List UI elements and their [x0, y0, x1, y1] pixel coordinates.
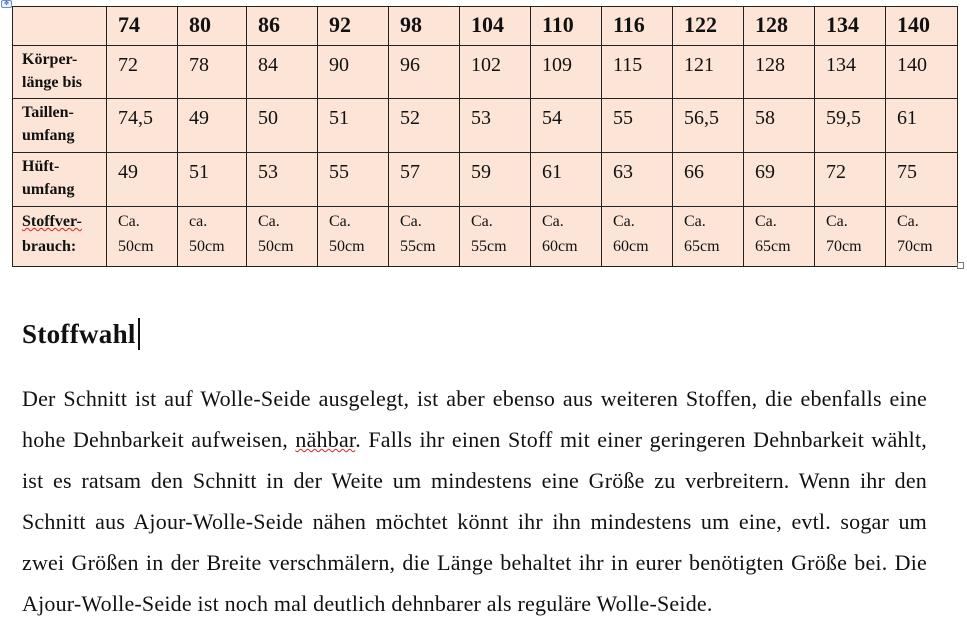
value-line: 50cm — [189, 238, 225, 255]
value-cell[interactable]: 72 — [107, 46, 178, 99]
value-cell[interactable]: 84 — [247, 46, 318, 99]
row-label-line: Taillen- — [22, 104, 74, 121]
table-row — [13, 153, 958, 207]
value-cell[interactable]: 50 — [247, 99, 318, 153]
value-cell[interactable]: 121 — [673, 46, 744, 99]
size-table — [12, 6, 958, 267]
value-cell[interactable]: 49 — [107, 153, 178, 207]
value-cell[interactable]: 134 — [815, 46, 886, 99]
value-line: Ca. — [471, 213, 493, 230]
row-label-line: brauch: — [22, 238, 77, 255]
row-label-line: Körper- — [22, 51, 78, 68]
table-header-row — [13, 7, 958, 46]
row-label-cell[interactable] — [13, 207, 107, 267]
value-cell[interactable]: 109 — [531, 46, 602, 99]
row-label-cell[interactable] — [13, 46, 107, 99]
value-cell[interactable] — [815, 207, 886, 267]
size-header-cell[interactable]: 128 — [744, 7, 815, 46]
value-cell[interactable]: 69 — [744, 153, 815, 207]
size-header-cell[interactable]: 122 — [673, 7, 744, 46]
value-cell[interactable]: 96 — [389, 46, 460, 99]
value-cell[interactable]: 55 — [602, 99, 673, 153]
value-line: Ca. — [258, 213, 280, 230]
size-header-cell[interactable]: 98 — [389, 7, 460, 46]
paragraph-line: ist es ratsam den Schnitt in der Weite um mindestens eine Größe zu verbreitern. Wenn ihr den — [22, 468, 927, 493]
value-line: 55cm — [400, 238, 436, 255]
value-cell[interactable]: 51 — [178, 153, 247, 207]
value-cell[interactable]: 53 — [460, 99, 531, 153]
value-cell[interactable]: 66 — [673, 153, 744, 207]
value-line: Ca. — [684, 213, 706, 230]
value-cell[interactable] — [531, 207, 602, 267]
row-label-cell[interactable] — [13, 153, 107, 207]
value-line: 60cm — [542, 238, 578, 255]
paragraph-line: Ajour-Wolle-Seide ist noch mal deutlich dehnbarer als reguläre Wolle-Seide. — [22, 591, 713, 616]
value-cell[interactable]: 56,5 — [673, 99, 744, 153]
value-cell[interactable] — [460, 207, 531, 267]
paragraph-line — [22, 419, 927, 460]
value-cell[interactable]: 72 — [815, 153, 886, 207]
value-cell[interactable] — [107, 207, 178, 267]
value-line: ca. — [189, 213, 208, 230]
value-cell[interactable] — [673, 207, 744, 267]
size-header-cell[interactable]: 74 — [107, 7, 178, 46]
value-cell[interactable]: 59,5 — [815, 99, 886, 153]
value-cell[interactable]: 52 — [389, 99, 460, 153]
row-label-line: umfang — [22, 181, 75, 198]
section-heading[interactable] — [22, 318, 140, 350]
text-cursor — [138, 318, 140, 350]
value-line: Ca. — [400, 213, 422, 230]
paragraph-segment: hohe Dehnbarkeit aufweisen, — [22, 427, 296, 452]
value-cell[interactable]: 63 — [602, 153, 673, 207]
size-header-cell[interactable]: 110 — [531, 7, 602, 46]
value-cell[interactable]: 78 — [178, 46, 247, 99]
value-cell[interactable]: 75 — [886, 153, 958, 207]
table-row — [13, 207, 958, 267]
value-cell[interactable]: 54 — [531, 99, 602, 153]
value-line: Ca. — [613, 213, 635, 230]
row-label-cell[interactable] — [13, 99, 107, 153]
value-line: Ca. — [542, 213, 564, 230]
value-line: 55cm — [471, 238, 507, 255]
size-header-cell[interactable]: 140 — [886, 7, 958, 46]
value-line: Ca. — [118, 213, 140, 230]
value-cell[interactable]: 61 — [886, 99, 958, 153]
size-header-cell[interactable]: 86 — [247, 7, 318, 46]
value-line: 70cm — [897, 238, 933, 255]
paragraph-line: Schnitt aus Ajour-Wolle-Seide nähen möchtet könnt ihr ihn mindestens um eine, evtl. sogar um — [22, 509, 927, 534]
paragraph-line: Der Schnitt ist auf Wolle-Seide ausgelegt, ist aber ebenso aus weiteren Stoffen, die ebenfalls eine — [22, 386, 927, 411]
spellcheck-word[interactable]: nähbar — [295, 427, 356, 452]
value-line: 60cm — [613, 238, 649, 255]
value-cell[interactable] — [178, 207, 247, 267]
value-line: 70cm — [826, 238, 862, 255]
value-line: 50cm — [118, 238, 154, 255]
table-row — [13, 99, 958, 153]
value-line: 50cm — [258, 238, 294, 255]
value-cell[interactable]: 140 — [886, 46, 958, 99]
value-cell[interactable] — [886, 207, 958, 267]
row-label-line: umfang — [22, 127, 75, 144]
value-cell[interactable] — [247, 207, 318, 267]
table-move-handle-icon[interactable]: ✥ — [1, 0, 12, 8]
row-label-line: Stoffver- — [22, 213, 82, 230]
value-line: Ca. — [826, 213, 848, 230]
size-header-cell[interactable]: 80 — [178, 7, 247, 46]
value-line: Ca. — [755, 213, 777, 230]
value-cell[interactable]: 49 — [178, 99, 247, 153]
heading-text: Stoffwahl — [22, 318, 136, 349]
table-resize-handle[interactable] — [957, 262, 964, 269]
value-cell[interactable]: 53 — [247, 153, 318, 207]
size-header-cell[interactable]: 104 — [460, 7, 531, 46]
value-cell[interactable] — [744, 207, 815, 267]
size-header-cell[interactable]: 116 — [602, 7, 673, 46]
value-cell[interactable]: 61 — [531, 153, 602, 207]
row-label-line: Hüft- — [22, 158, 60, 175]
value-line: 65cm — [755, 238, 791, 255]
value-cell[interactable]: 55 — [318, 153, 389, 207]
paragraph-segment: . Falls ihr einen Stoff mit einer geringeren Dehnbarkeit wählt, — [355, 427, 928, 452]
value-cell[interactable]: 51 — [318, 99, 389, 153]
value-cell[interactable]: 102 — [460, 46, 531, 99]
value-cell[interactable]: 115 — [602, 46, 673, 99]
value-line: Ca. — [329, 213, 351, 230]
size-header-cell[interactable]: 134 — [815, 7, 886, 46]
value-cell[interactable]: 59 — [460, 153, 531, 207]
value-cell[interactable]: 74,5 — [107, 99, 178, 153]
value-cell[interactable]: 90 — [318, 46, 389, 99]
size-header-cell[interactable]: 92 — [318, 7, 389, 46]
table-corner-cell[interactable] — [13, 7, 107, 46]
value-cell[interactable]: 128 — [744, 46, 815, 99]
table-row — [13, 46, 958, 99]
row-label-line: länge bis — [22, 74, 83, 91]
value-cell[interactable]: 57 — [389, 153, 460, 207]
value-line: 65cm — [684, 238, 720, 255]
paragraph-line: zwei Größen in der Breite verschmälern, die Länge behaltet ihr in eurer benötigten Größe bei. Die — [22, 550, 927, 575]
value-cell[interactable]: 58 — [744, 99, 815, 153]
value-cell[interactable] — [389, 207, 460, 267]
value-line: Ca. — [897, 213, 919, 230]
value-cell[interactable] — [318, 207, 389, 267]
value-line: 50cm — [329, 238, 365, 255]
body-paragraph[interactable] — [22, 378, 927, 624]
value-cell[interactable] — [602, 207, 673, 267]
